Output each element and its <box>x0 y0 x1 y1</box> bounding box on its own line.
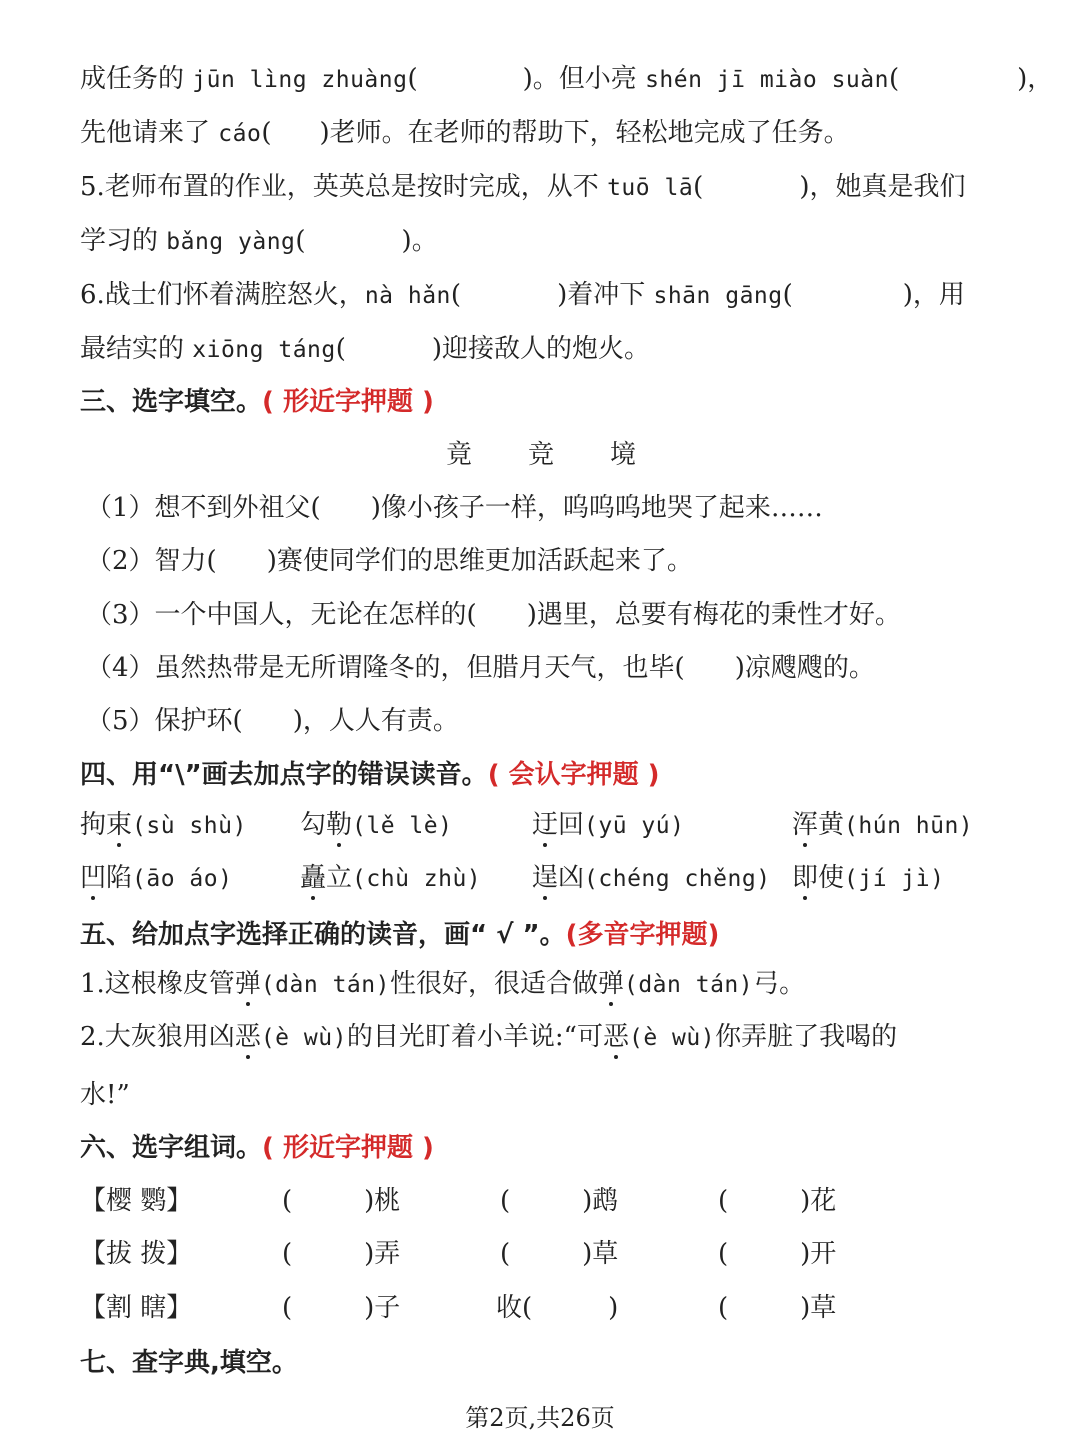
section-heading: 五、给加点字选择正确的读音，画“ √ ”。(多音字押题) <box>80 920 720 950</box>
dotted-char: 凹 <box>80 857 106 894</box>
word-row-label: 【樱 鹦】 <box>80 1186 193 1216</box>
pinyin-options[interactable]: (āo áo) <box>132 866 233 892</box>
choice-char: 境 <box>610 440 637 470</box>
text-line: 学习的 bǎng yàng( )。 <box>80 226 438 256</box>
dotted-char: 迂 <box>532 804 558 841</box>
choice-char: 竟 <box>446 440 473 470</box>
pinyin-options[interactable]: (hún hūn) <box>844 813 974 839</box>
dotted-char: 束 <box>106 804 132 841</box>
pronunciation-item: 浑黄(hún hūn) <box>792 804 973 841</box>
pinyin-options[interactable]: (jí jì) <box>844 866 945 892</box>
text-line: 成任务的 jūn lìng zhuàng( )。但小亮 shén jī miào suàn( )， <box>80 64 1054 94</box>
pinyin: tuō lā <box>607 175 694 201</box>
pinyin: shān gāng <box>653 283 783 309</box>
text-line: 最结实的 xiōng táng( )迎接敌人的炮火。 <box>80 334 651 364</box>
question-item: （3）一个中国人，无论在怎样的( )遇里，总要有梅花的秉性才好。 <box>86 600 901 630</box>
dotted-char: 逞 <box>532 857 558 894</box>
word-blank[interactable]: ( )桃 <box>282 1186 401 1216</box>
section-heading: 三、选字填空。( 形近字押题 ) <box>80 387 434 417</box>
pinyin-options[interactable]: (dàn tán) <box>260 972 390 998</box>
pinyin-options[interactable]: (lě lè) <box>352 813 453 839</box>
word-row-label: 【拔 拨】 <box>80 1239 193 1269</box>
pinyin: xiōng táng <box>192 337 336 363</box>
section-heading: 七、查字典,填空。 <box>80 1348 298 1378</box>
dotted-char: 弹 <box>598 963 624 1000</box>
word-blank[interactable]: ( )子 <box>282 1293 401 1323</box>
text-line: 先他请来了 cáo( )老师。在老师的帮助下，轻松地完成了任务。 <box>80 118 850 148</box>
word-blank[interactable]: ( )草 <box>500 1239 619 1269</box>
word-blank[interactable]: ( )开 <box>718 1239 837 1269</box>
dotted-char: 勒 <box>326 804 352 841</box>
word-blank[interactable]: ( )鹉 <box>500 1186 619 1216</box>
pronunciation-item: 凹陷(āo áo) <box>80 857 232 894</box>
text-line: 5.老师布置的作业，英英总是按时完成，从不 tuō lā( )，她真是我们 <box>80 172 966 202</box>
section-tag: ( 会认字押题 ) <box>487 760 660 790</box>
question-item: （5）保护环( )，人人有责。 <box>86 706 459 736</box>
pronunciation-item: 勾勒(lě lè) <box>300 804 452 841</box>
dotted-char: 矗 <box>300 857 326 894</box>
pinyin: nà hǎn <box>364 283 451 309</box>
dotted-char: 弹 <box>235 963 261 1000</box>
text-line: 6.战士们怀着满腔怒火，nà hǎn( )着冲下 shān gāng( )，用 <box>80 280 965 310</box>
question-item: （2）智力( )赛使同学们的思维更加活跃起来了。 <box>86 546 693 576</box>
pinyin: jūn lìng zhuàng <box>192 67 408 93</box>
question-item: （4）虽然热带是无所谓隆冬的，但腊月天气，也毕( )凉飕飕的。 <box>86 653 875 683</box>
section-tag: ( 形近字押题 ) <box>262 387 434 417</box>
pinyin-options[interactable]: (chù zhù) <box>352 866 482 892</box>
pronunciation-item: 逞凶(chéng chěng) <box>532 857 771 894</box>
dotted-char: 恶 <box>235 1016 261 1053</box>
pinyin: shén jī miào suàn <box>645 67 889 93</box>
question-item: 1.这根橡皮管弹(dàn tán)性很好，很适合做弹(dàn tán)弓。 <box>80 963 805 1000</box>
word-blank[interactable]: ( )弄 <box>282 1239 401 1269</box>
dotted-char: 恶 <box>603 1016 629 1053</box>
question-item: （1）想不到外祖父( )像小孩子一样，呜呜呜地哭了起来…… <box>86 493 823 523</box>
pinyin-options[interactable]: (yū yú) <box>584 813 685 839</box>
question-item: 2.大灰狼用凶恶(è wù)的目光盯着小羊说:“可恶(è wù)你弄脏了我喝的 <box>80 1016 897 1053</box>
pinyin-options[interactable]: (è wù) <box>629 1025 716 1051</box>
pinyin-options[interactable]: (chéng chěng) <box>584 866 771 892</box>
dotted-char: 浑 <box>792 804 818 841</box>
pronunciation-item: 拘束(sù shù) <box>80 804 247 841</box>
pronunciation-item: 矗立(chù zhù) <box>300 857 481 894</box>
pronunciation-item: 迂回(yū yú) <box>532 804 684 841</box>
pinyin: cáo <box>218 121 262 147</box>
question-item-continued: 水!” <box>80 1080 130 1110</box>
section-tag: (多音字押题) <box>565 920 720 950</box>
pronunciation-item: 即使(jí jì) <box>792 857 944 894</box>
pinyin-options[interactable]: (dàn tán) <box>623 972 754 998</box>
page-number: 第2页,共26页 <box>465 1404 615 1432</box>
word-blank[interactable]: ( )草 <box>718 1293 837 1323</box>
dotted-char: 即 <box>792 857 818 894</box>
section-heading: 六、选字组词。( 形近字押题 ) <box>80 1133 434 1163</box>
word-blank[interactable]: 收( ) <box>496 1293 619 1323</box>
word-row-label: 【割 瞎】 <box>80 1293 193 1323</box>
section-tag: ( 形近字押题 ) <box>262 1133 434 1163</box>
pinyin-options[interactable]: (sù shù) <box>132 813 247 839</box>
word-blank[interactable]: ( )花 <box>718 1186 837 1216</box>
section-heading: 四、用“\”画去加点字的错误读音。( 会认字押题 ) <box>80 760 660 790</box>
choice-char: 竞 <box>528 440 555 470</box>
pinyin: bǎng yàng <box>166 229 296 255</box>
pinyin-options[interactable]: (è wù) <box>260 1025 347 1051</box>
